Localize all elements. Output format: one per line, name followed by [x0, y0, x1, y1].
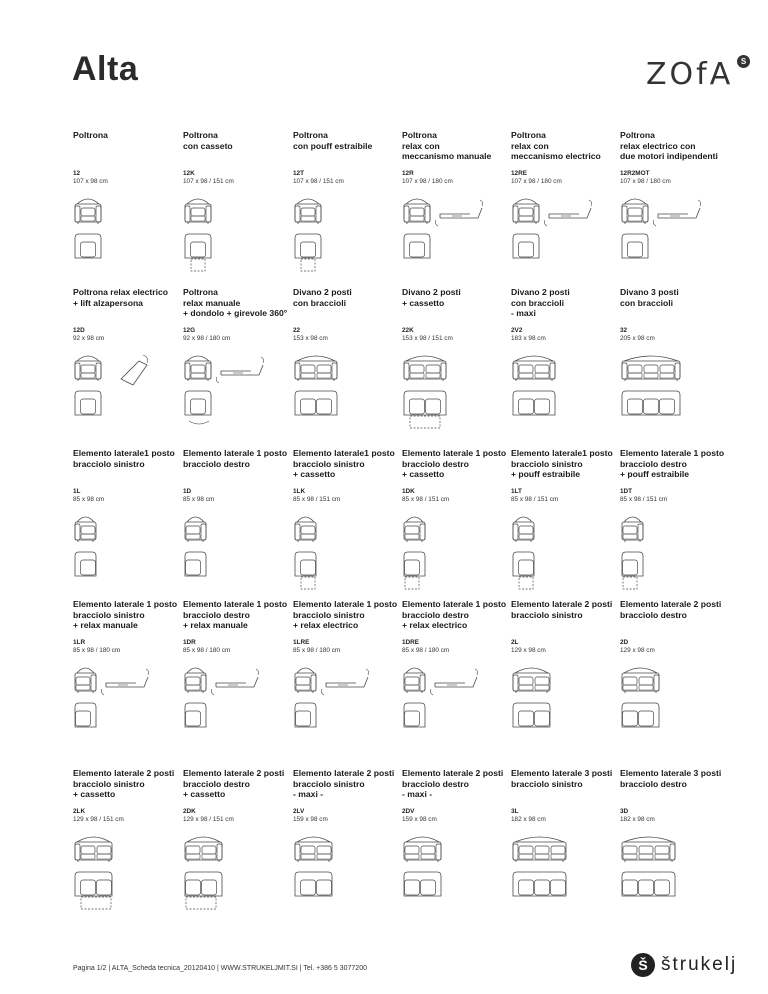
sofa-diagram-icon — [511, 512, 617, 592]
product-code: 2LK — [73, 808, 86, 815]
product-drawing — [620, 663, 726, 743]
product-dimensions: 85 x 98 / 151 cm — [402, 496, 450, 503]
product-name-line: + cassetto — [183, 789, 226, 800]
product-code: 1LT — [511, 488, 522, 495]
product-name — [511, 130, 621, 162]
product-name-line: Poltrona — [183, 287, 218, 297]
product-name-line: + relax electrico — [402, 620, 468, 631]
product-name — [511, 287, 621, 319]
sofa-diagram-icon — [73, 512, 179, 592]
product-name-line: Elemento laterale 1 posto — [402, 599, 507, 609]
product-drawing — [73, 512, 179, 592]
product-dimensions: 85 x 98 / 151 cm — [511, 496, 559, 503]
product-drawing — [73, 832, 179, 912]
sofa-diagram-icon — [402, 512, 508, 592]
product-name-line: bracciolo destro — [183, 609, 250, 620]
product-name-line: bracciolo sinistro — [73, 609, 145, 620]
product-drawing — [293, 194, 399, 274]
sofa-diagram-icon — [73, 351, 179, 431]
product-name — [293, 287, 403, 308]
product-dimensions: 85 x 98 / 180 cm — [73, 647, 121, 654]
product-name — [620, 599, 730, 620]
product-drawing — [183, 512, 289, 592]
product-name-line: + relax manuale — [73, 620, 138, 631]
product-drawing — [402, 663, 508, 743]
product-name — [620, 130, 730, 162]
product-name-line: Elemento laterale 2 posti — [293, 768, 395, 778]
product-name — [620, 768, 730, 789]
product-name-line: + relax manuale — [183, 620, 248, 631]
product-name-line: bracciolo destro — [402, 458, 469, 469]
product-name — [511, 599, 621, 620]
product-name-line: con pouff estraibile — [293, 140, 373, 151]
product-name-line: bracciolo sinistro — [73, 458, 145, 469]
product-name-line: con braccioli — [293, 297, 347, 308]
product-dimensions: 92 x 98 / 180 cm — [183, 335, 231, 342]
product-dimensions: 129 x 98 / 151 cm — [73, 816, 124, 823]
brand-text: štrukelj — [661, 954, 738, 975]
product-name-line: Elemento laterale1 posto — [293, 448, 395, 458]
product-name — [73, 768, 183, 800]
sofa-diagram-icon — [293, 512, 399, 592]
sofa-diagram-icon — [511, 663, 617, 743]
sofa-diagram-icon — [183, 832, 289, 912]
product-code: 1DR — [183, 639, 196, 646]
product-code: 2DV — [402, 808, 415, 815]
product-name — [183, 130, 293, 151]
product-name-line: bracciolo sinistro — [293, 458, 365, 469]
footer-text: Pagina 1/2 | ALTA_Scheda tecnica_20120410 | WWW.STRUKELJMIT.SI | Tel. +386 5 3077200 — [73, 965, 367, 972]
product-name — [183, 287, 293, 319]
product-dimensions: 129 x 98 cm — [620, 647, 655, 654]
product-name-line: Divano 2 posti — [293, 287, 352, 297]
product-name — [183, 448, 293, 469]
product-dimensions: 182 x 98 cm — [620, 816, 655, 823]
product-name — [402, 768, 512, 800]
product-name-line: Elemento laterale 1 posto — [620, 448, 725, 458]
product-name — [620, 287, 730, 308]
product-name-line: Divano 2 posti — [511, 287, 570, 297]
logo-text: ZOfA — [646, 57, 734, 92]
product-drawing — [183, 351, 289, 431]
product-name-line: relax con — [402, 140, 440, 151]
product-dimensions: 129 x 98 / 151 cm — [183, 816, 234, 823]
product-name-line: - maxi — [511, 308, 536, 319]
product-name-line: + pouff estraibile — [620, 469, 690, 480]
product-name-line: meccanismo manuale — [402, 151, 492, 162]
product-code: 2DK — [183, 808, 196, 815]
product-name-line: bracciolo destro — [183, 458, 250, 469]
product-name — [402, 599, 512, 631]
product-name-line: Elemento laterale 1 posto — [183, 599, 288, 609]
product-name-line: Elemento laterale 2 posti — [73, 768, 175, 778]
product-name-line: + cassetto — [402, 297, 445, 308]
product-code: 12 — [73, 170, 81, 177]
product-dimensions: 153 x 98 / 151 cm — [402, 335, 453, 342]
product-drawing — [620, 194, 726, 274]
product-name — [511, 768, 621, 789]
sofa-diagram-icon — [402, 832, 508, 912]
product-dimensions: 85 x 98 cm — [183, 496, 215, 503]
product-name-line: - maxi - — [293, 789, 324, 800]
sofa-diagram-icon — [73, 194, 179, 274]
product-name — [620, 448, 730, 480]
sofa-diagram-icon — [73, 663, 179, 743]
product-name-line: Elemento laterale 1 posto — [183, 448, 288, 458]
product-name-line: + lift alzapersona — [73, 297, 143, 308]
product-name-line: Poltrona — [511, 130, 546, 140]
product-name — [73, 448, 183, 469]
product-name — [183, 599, 293, 631]
product-name-line: + cassetto — [402, 469, 445, 480]
product-dimensions: 182 x 98 cm — [511, 816, 546, 823]
product-dimensions: 107 x 98 / 180 cm — [511, 178, 562, 185]
sofa-diagram-icon — [293, 663, 399, 743]
brand-mark-icon: Š — [631, 953, 655, 977]
product-code: 12G — [183, 327, 196, 334]
product-drawing — [183, 194, 289, 274]
product-drawing — [293, 832, 399, 912]
product-name-line: Poltrona — [620, 130, 655, 140]
product-name-line: con braccioli — [620, 297, 674, 308]
product-name-line: Poltrona — [402, 130, 437, 140]
product-name-line: Elemento laterale1 posto — [511, 448, 613, 458]
product-dimensions: 85 x 98 / 180 cm — [183, 647, 231, 654]
product-name-line: bracciolo destro — [402, 778, 469, 789]
sofa-diagram-icon — [620, 194, 726, 274]
product-name — [293, 448, 403, 480]
product-drawing — [293, 663, 399, 743]
product-dimensions: 205 x 98 cm — [620, 335, 655, 342]
product-drawing — [73, 663, 179, 743]
product-drawing — [402, 351, 508, 431]
product-code: 2L — [511, 639, 519, 646]
sofa-diagram-icon — [511, 194, 617, 274]
sofa-diagram-icon — [402, 663, 508, 743]
page-title: Alta — [72, 50, 139, 88]
zofa-logo — [646, 55, 750, 97]
sofa-diagram-icon — [620, 351, 726, 431]
product-name-line: - maxi - — [402, 789, 433, 800]
product-name — [293, 130, 403, 151]
strukelj-brand — [631, 953, 751, 979]
product-name-line: con casseto — [183, 140, 233, 151]
product-name-line: Elemento laterale 2 posti — [511, 599, 613, 609]
product-code: 12K — [183, 170, 195, 177]
sofa-diagram-icon — [620, 663, 726, 743]
product-dimensions: 107 x 98 / 180 cm — [620, 178, 671, 185]
product-name-line: + pouff estraibile — [511, 469, 581, 480]
product-dimensions: 153 x 98 cm — [293, 335, 328, 342]
product-dimensions: 129 x 98 cm — [511, 647, 546, 654]
product-drawing — [620, 512, 726, 592]
product-code: 1D — [183, 488, 192, 495]
product-name — [293, 599, 403, 631]
product-name-line: Elemento laterale 2 posti — [183, 768, 285, 778]
product-drawing — [402, 512, 508, 592]
product-name-line: bracciolo destro — [620, 458, 687, 469]
product-drawing — [183, 663, 289, 743]
product-name-line: relax con — [511, 140, 549, 151]
product-name — [511, 448, 621, 480]
product-drawing — [511, 512, 617, 592]
product-code: 12R2MOT — [620, 170, 650, 177]
product-name — [402, 130, 512, 162]
product-name-line: Elemento laterale 2 posti — [402, 768, 504, 778]
product-name-line: Elemento laterale 2 posti — [620, 599, 722, 609]
product-code: 12D — [73, 327, 85, 334]
product-code: 2V2 — [511, 327, 523, 334]
product-name-line: bracciolo destro — [620, 609, 687, 620]
sofa-diagram-icon — [402, 194, 508, 274]
sofa-diagram-icon — [73, 832, 179, 912]
product-name-line: Poltrona relax electrico — [73, 287, 169, 297]
product-name-line: + cassetto — [73, 789, 116, 800]
product-drawing — [511, 832, 617, 912]
sofa-diagram-icon — [293, 351, 399, 431]
product-dimensions: 107 x 98 cm — [73, 178, 108, 185]
product-code: 1LRE — [293, 639, 310, 646]
product-name-line: bracciolo sinistro — [511, 778, 583, 789]
sofa-diagram-icon — [402, 351, 508, 431]
product-dimensions: 183 x 98 cm — [511, 335, 546, 342]
sofa-diagram-icon — [293, 832, 399, 912]
product-name-line: relax electrico con — [620, 140, 696, 151]
product-name-line: Elemento laterale 1 posto — [402, 448, 507, 458]
product-code: 1LK — [293, 488, 306, 495]
product-code: 3D — [620, 808, 629, 815]
product-code: 3L — [511, 808, 519, 815]
product-dimensions: 85 x 98 / 180 cm — [402, 647, 450, 654]
product-name-line: bracciolo destro — [183, 778, 250, 789]
product-name-line: Poltrona — [293, 130, 328, 140]
product-code: 1L — [73, 488, 81, 495]
product-dimensions: 159 x 98 cm — [293, 816, 328, 823]
product-name-line: bracciolo sinistro — [293, 778, 365, 789]
sofa-diagram-icon — [183, 351, 289, 431]
product-code: 12T — [293, 170, 305, 177]
product-name-line: Elemento laterale 1 posto — [293, 599, 398, 609]
product-code: 1DRE — [402, 639, 420, 646]
product-drawing — [293, 512, 399, 592]
sofa-diagram-icon — [511, 832, 617, 912]
product-name-line: Elemento laterale 3 posti — [511, 768, 613, 778]
product-name — [402, 448, 512, 480]
product-name-line: + cassetto — [293, 469, 336, 480]
product-drawing — [183, 832, 289, 912]
product-code: 1DK — [402, 488, 415, 495]
product-name-line: Divano 2 posti — [402, 287, 461, 297]
product-code: 2D — [620, 639, 629, 646]
product-name-line: bracciolo sinistro — [511, 609, 583, 620]
product-dimensions: 107 x 98 / 151 cm — [293, 178, 344, 185]
product-code: 1DT — [620, 488, 633, 495]
sofa-diagram-icon — [620, 832, 726, 912]
product-name-line: bracciolo sinistro — [73, 778, 145, 789]
sofa-diagram-icon — [183, 663, 289, 743]
product-code: 12R — [402, 170, 414, 177]
product-name-line: bracciolo destro — [620, 778, 687, 789]
product-name-line: con braccioli — [511, 297, 565, 308]
product-name-line: + relax electrico — [293, 620, 359, 631]
product-dimensions: 159 x 98 cm — [402, 816, 437, 823]
product-name-line: Elemento laterale 3 posti — [620, 768, 722, 778]
product-name-line: bracciolo sinistro — [511, 458, 583, 469]
product-name-line: due motori indipendenti — [620, 151, 718, 162]
product-drawing — [620, 832, 726, 912]
product-name-line: Poltrona — [183, 130, 218, 140]
product-name-line: relax manuale — [183, 297, 241, 308]
product-name — [73, 287, 183, 308]
product-drawing — [402, 832, 508, 912]
sofa-diagram-icon — [183, 194, 289, 274]
sofa-diagram-icon — [183, 512, 289, 592]
product-drawing — [73, 351, 179, 431]
product-name-line: Divano 3 posti — [620, 287, 679, 297]
product-name-line: + dondolo + girevole 360° — [183, 308, 288, 319]
product-dimensions: 85 x 98 / 180 cm — [293, 647, 341, 654]
product-dimensions: 107 x 98 / 151 cm — [183, 178, 234, 185]
product-drawing — [620, 351, 726, 431]
product-drawing — [511, 194, 617, 274]
product-code: 32 — [620, 327, 628, 334]
product-dimensions: 85 x 98 cm — [73, 496, 105, 503]
product-name-line: Elemento laterale 1 posto — [73, 599, 178, 609]
product-drawing — [293, 351, 399, 431]
product-code: 22 — [293, 327, 301, 334]
sofa-diagram-icon — [293, 194, 399, 274]
product-drawing — [73, 194, 179, 274]
product-name — [293, 768, 403, 800]
product-name — [183, 768, 293, 800]
product-dimensions: 85 x 98 / 151 cm — [293, 496, 341, 503]
product-code: 2LV — [293, 808, 305, 815]
product-dimensions: 92 x 98 cm — [73, 335, 105, 342]
product-dimensions: 85 x 98 / 151 cm — [620, 496, 668, 503]
product-drawing — [511, 663, 617, 743]
product-name-line: bracciolo sinistro — [293, 609, 365, 620]
sofa-diagram-icon — [511, 351, 617, 431]
product-name-line: meccanismo electrico — [511, 151, 601, 162]
product-code: 1LR — [73, 639, 86, 646]
product-name-line: Poltrona — [73, 130, 108, 140]
product-name-line: Elemento laterale1 posto — [73, 448, 175, 458]
product-dimensions: 107 x 98 / 180 cm — [402, 178, 453, 185]
product-drawing — [511, 351, 617, 431]
product-name — [73, 130, 183, 141]
product-code: 22K — [402, 327, 414, 334]
product-name — [73, 599, 183, 631]
product-name — [402, 287, 512, 308]
product-name-line: bracciolo destro — [402, 609, 469, 620]
sofa-diagram-icon — [620, 512, 726, 592]
product-drawing — [402, 194, 508, 274]
logo-mark-icon: S — [737, 55, 750, 68]
product-code: 12RE — [511, 170, 527, 177]
